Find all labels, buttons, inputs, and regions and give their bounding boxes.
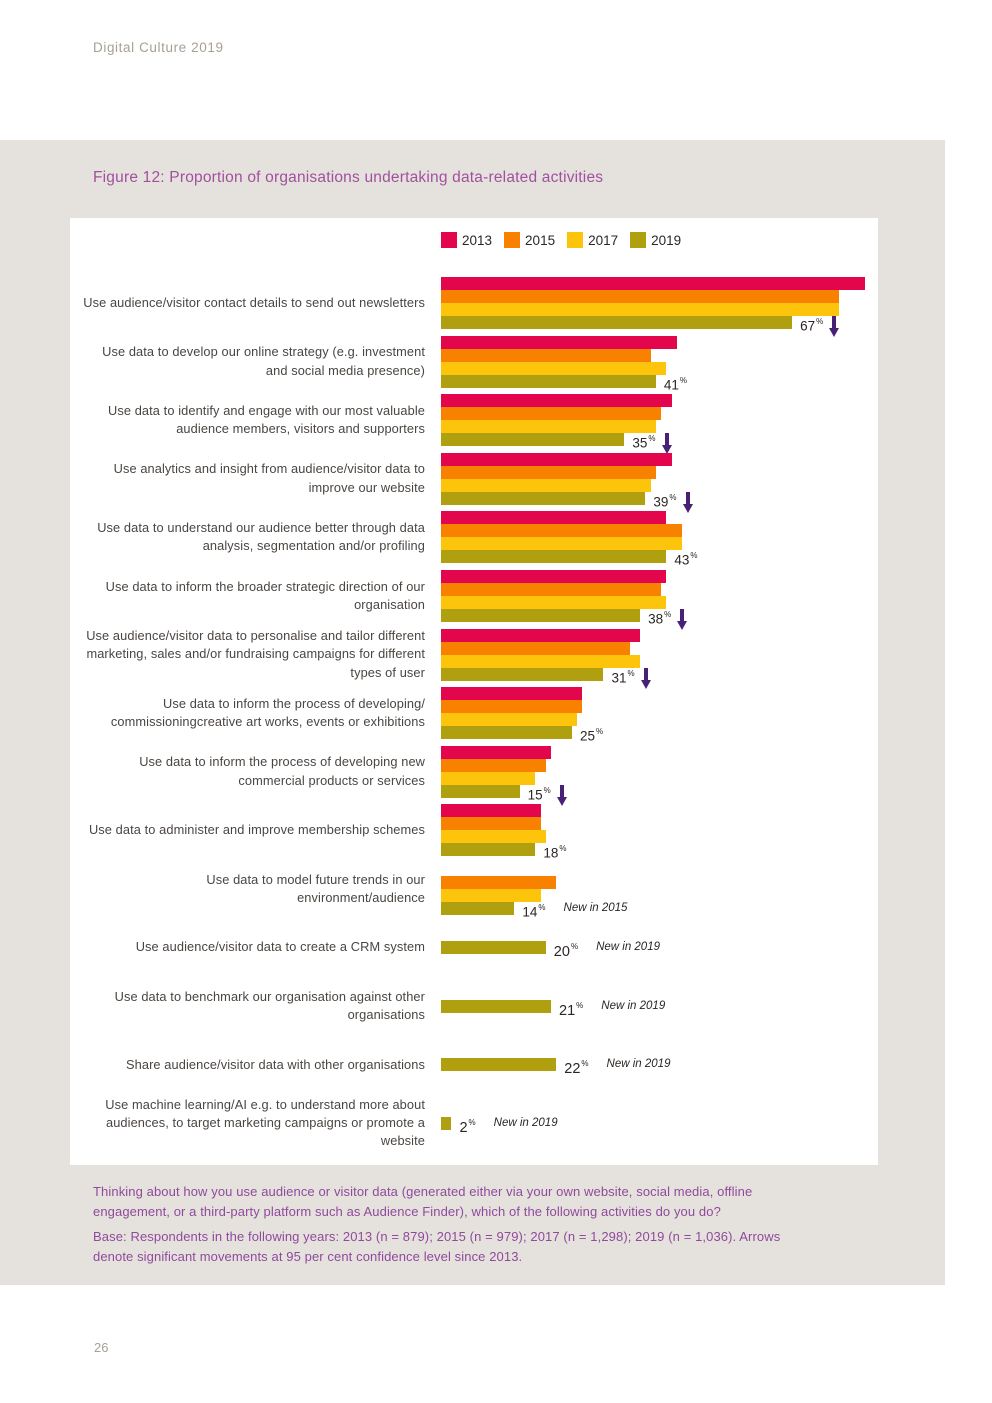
- bar-2015: [441, 524, 682, 537]
- bar-group: [441, 863, 878, 920]
- bar-2019: [441, 668, 603, 681]
- bar-2019: [441, 1117, 451, 1130]
- legend-swatch-2017: [567, 232, 583, 248]
- value-label-group: [653, 491, 692, 514]
- value-label: 31%: [611, 668, 635, 686]
- bar-group: [441, 277, 878, 334]
- bar-2017: [441, 596, 666, 609]
- bar-group: [441, 1039, 878, 1091]
- figure-section: [0, 140, 945, 1285]
- legend-swatch-2019: [630, 232, 646, 248]
- legend-item-2015: [504, 232, 555, 248]
- value-label-group: [580, 725, 603, 744]
- category-label: Use data to understand our audience better through data analysis, segmentation and/or profiling: [97, 520, 425, 554]
- category-label: Share audience/visitor data with other organisations: [126, 1056, 425, 1072]
- bar-2017: [441, 713, 577, 726]
- category-label: Use data to administer and improve membership schemes: [88, 822, 425, 838]
- bar-2015: [441, 817, 541, 830]
- bar-group: [441, 980, 878, 1032]
- value-label-group: [543, 842, 566, 861]
- bar-2019: [441, 1058, 556, 1071]
- bar-2015: [441, 290, 839, 303]
- bar-group: [441, 804, 878, 861]
- chart-row: [70, 1097, 878, 1149]
- chart-row: [70, 628, 878, 686]
- value-label-group: [554, 940, 660, 960]
- chart-row: [70, 922, 878, 974]
- new-in-note: New in 2015: [563, 901, 628, 914]
- value-label-group: [800, 315, 839, 338]
- bar-2019: [441, 941, 546, 954]
- chart-panel: [70, 218, 878, 1165]
- value-label: 43%: [674, 551, 698, 568]
- bar-2015: [441, 407, 661, 420]
- value-label: 38%: [648, 609, 672, 627]
- bar-2017: [441, 772, 535, 785]
- value-label: 15%: [527, 785, 551, 803]
- value-label: 20%: [553, 942, 579, 960]
- value-label-group: [522, 901, 627, 920]
- chart-row: [70, 687, 878, 744]
- bar-group: [441, 570, 878, 627]
- value-label-group: [611, 667, 650, 690]
- new-in-note: New in 2019: [493, 1116, 558, 1129]
- survey-question: Thinking about how you use audience or visitor data (generated either via your own website, social media, offline engagement, or a third-party platform such as Audience Finder), which of the following activities do you do?: [93, 1184, 753, 1220]
- legend-label-2015: 2015: [525, 232, 556, 248]
- chart-row: [70, 277, 878, 334]
- bar-group: [441, 453, 878, 510]
- value-label: 18%: [543, 844, 567, 861]
- bar-2013: [441, 746, 551, 759]
- value-label-group: [664, 374, 687, 393]
- bar-2015: [441, 466, 656, 479]
- bar-2019: [441, 375, 656, 388]
- category-label: Use data to identify and engage with our most valuable audience members, visitors and supporters: [108, 402, 425, 437]
- legend-item-2013: [441, 232, 492, 248]
- bar-2015: [441, 583, 661, 596]
- value-label-group: [528, 784, 567, 807]
- new-in-note: New in 2019: [596, 941, 660, 954]
- bar-2019: [441, 433, 624, 446]
- bar-group: [441, 922, 878, 974]
- bar-2017: [441, 479, 651, 492]
- value-label-group: [674, 549, 697, 568]
- bar-group: [441, 394, 878, 451]
- bar-group: [441, 687, 878, 744]
- category-label: Use machine learning/AI e.g. to understand more about audiences, to target marketing campaigns or promote a website: [105, 1096, 425, 1149]
- new-in-note: New in 2019: [601, 999, 666, 1012]
- bar-2013: [441, 511, 666, 524]
- chart-row: [70, 336, 878, 393]
- legend-label-2013: 2013: [462, 232, 493, 248]
- bar-2013: [441, 687, 582, 700]
- value-label: 39%: [653, 492, 677, 510]
- value-label: 35%: [632, 434, 656, 451]
- bar-2019: [441, 316, 792, 329]
- category-label: Use data to model future trends in our environment/audience: [206, 871, 425, 905]
- chart-row: [70, 863, 878, 920]
- category-label: Use analytics and insight from audience/visitor data to improve our website: [113, 461, 425, 495]
- bar-2019: [441, 726, 572, 739]
- bar-2019: [441, 492, 645, 505]
- bar-2015: [441, 349, 651, 362]
- bar-2017: [441, 655, 640, 668]
- legend-label-2019: 2019: [651, 232, 682, 248]
- value-label: 67%: [800, 317, 824, 334]
- chart-row: [70, 746, 878, 803]
- value-label-group: [459, 1116, 557, 1136]
- legend-label-2017: 2017: [588, 232, 619, 248]
- bar-2017: [441, 420, 656, 433]
- bar-2013: [441, 277, 865, 290]
- chart-rows: [70, 277, 878, 1156]
- bar-group: [441, 746, 878, 803]
- bar-group: [441, 1097, 878, 1149]
- category-label: Use data to inform the process of developing/ commissioningcreative art works, events or exhibitions: [110, 695, 425, 730]
- chart-row: [70, 511, 878, 568]
- bar-2013: [441, 570, 666, 583]
- bar-2017: [441, 362, 666, 375]
- legend-item-2017: [567, 232, 618, 248]
- page-number: 26: [94, 1340, 109, 1355]
- bar-2017: [441, 303, 839, 316]
- value-label-group: [648, 608, 687, 631]
- bar-group: [441, 511, 878, 568]
- category-label: Use audience/visitor contact details to send out newsletters: [83, 294, 425, 310]
- bar-2015: [441, 876, 556, 889]
- bar-2019: [441, 902, 514, 915]
- chart-row: [70, 1039, 878, 1091]
- value-label: 22%: [564, 1059, 589, 1078]
- new-in-note: New in 2019: [606, 1058, 671, 1071]
- bar-2019: [441, 609, 640, 622]
- chart-row: [70, 804, 878, 861]
- bar-2015: [441, 759, 546, 772]
- value-label: 41%: [663, 375, 687, 393]
- base-note: Base: Respondents in the following years: 2013 (n = 879); 2015 (n = 979); 2017 (n = 1,298); 2019 (n = 1,036). Arrows denote significant movements at 95 per cent confidence level since 2013.: [93, 1229, 781, 1265]
- chart-row: [70, 394, 878, 451]
- bar-2013: [441, 804, 541, 817]
- bar-2019: [441, 785, 520, 798]
- chart-row: [70, 570, 878, 627]
- legend-item-2019: [630, 232, 681, 248]
- bar-2017: [441, 830, 546, 843]
- category-label: Use data to develop our online strategy (e.g. investment and social media presence): [102, 344, 425, 378]
- bar-2019: [441, 843, 535, 856]
- category-label: Use data to inform the broader strategic direction of our organisation: [105, 578, 425, 612]
- value-label: 14%: [522, 902, 546, 920]
- value-label-group: [564, 1057, 670, 1077]
- legend-swatch-2015: [504, 232, 520, 248]
- bar-2019: [441, 1000, 551, 1013]
- bar-2017: [441, 537, 682, 550]
- bar-2019: [441, 550, 666, 563]
- category-label: Use audience/visitor data to create a CRM system: [135, 939, 425, 955]
- bar-2015: [441, 700, 582, 713]
- value-label: 2%: [459, 1117, 476, 1136]
- figure-title: Figure 12: Proportion of organisations undertaking data-related activities: [93, 169, 604, 186]
- chart-row: [70, 980, 878, 1032]
- category-label: Use data to inform the process of developing new commercial products or services: [139, 754, 425, 788]
- bar-2013: [441, 629, 640, 642]
- chart-legend: [441, 232, 681, 248]
- value-label-group: [632, 432, 671, 455]
- bar-2013: [441, 394, 672, 407]
- value-label-group: [559, 999, 665, 1019]
- category-label: Use data to benchmark our organisation against other organisations: [114, 988, 425, 1023]
- value-label: 21%: [559, 1000, 584, 1019]
- bar-group: [441, 629, 878, 686]
- value-label: 25%: [580, 727, 604, 744]
- bar-2013: [441, 336, 677, 349]
- report-header: Digital Culture 2019: [93, 40, 224, 55]
- chart-row: [70, 453, 878, 510]
- legend-swatch-2013: [441, 232, 457, 248]
- bar-2015: [441, 642, 630, 655]
- bar-group: [441, 336, 878, 393]
- category-label: Use audience/visitor data to personalise and tailor different marketing, sales and/or fundraising campaigns for different types of user: [86, 628, 425, 680]
- bar-2013: [441, 453, 672, 466]
